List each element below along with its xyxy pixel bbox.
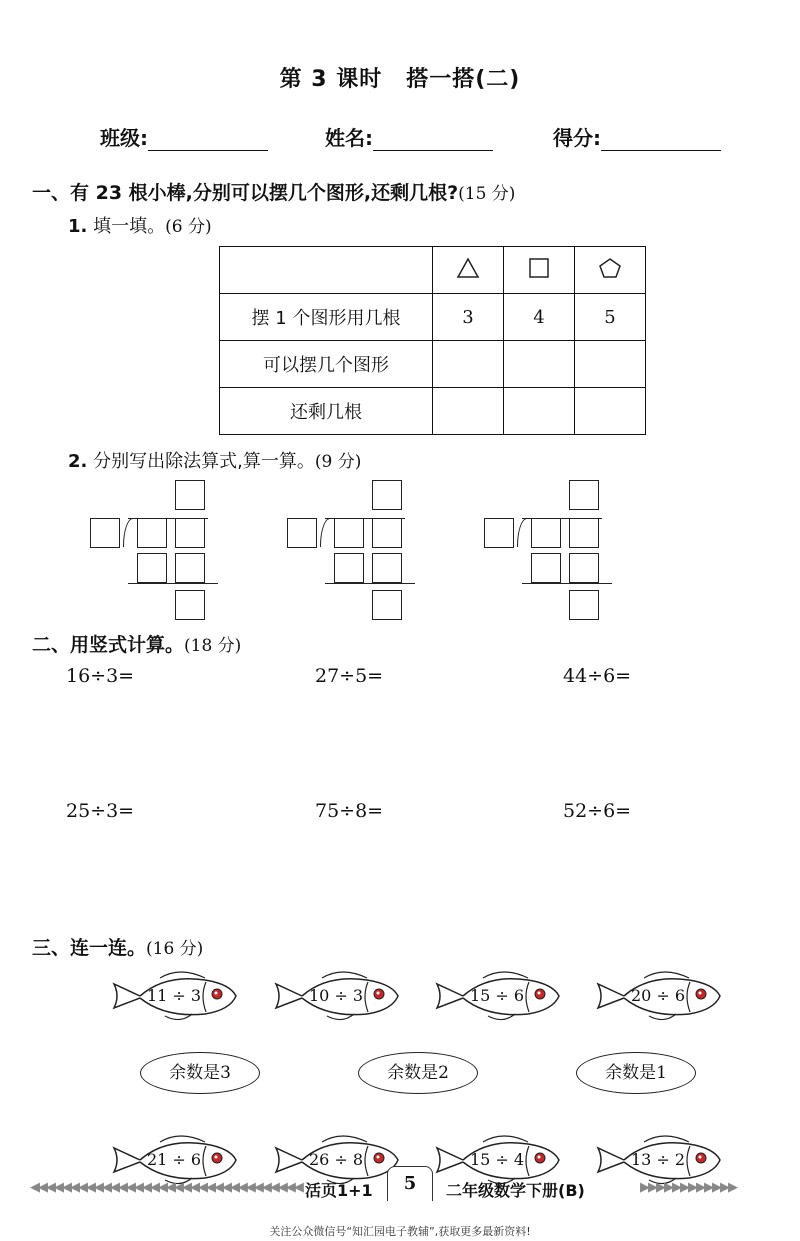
footer-note: 关注公众微信号“知汇园电子教辅”,获取更多最新资料!: [269, 1225, 531, 1238]
division-problem: 16÷3=: [66, 665, 135, 687]
product-box[interactable]: [137, 553, 167, 583]
section2-heading: 二、用竖式计算。(18 分): [32, 634, 242, 656]
row-label-remainder: 还剩几根: [220, 388, 433, 435]
fish-card[interactable]: [110, 966, 240, 1026]
fish-card[interactable]: [272, 966, 402, 1026]
division-problem: 44÷6=: [563, 665, 632, 687]
fish-card[interactable]: [594, 966, 724, 1026]
product-box[interactable]: [531, 553, 561, 583]
answer-cell[interactable]: [504, 341, 575, 388]
fish-expression: 13 ÷ 2: [630, 1150, 686, 1169]
fish-expression: 15 ÷ 6: [469, 986, 525, 1005]
product-box[interactable]: [334, 553, 364, 583]
subtract-line: [325, 583, 415, 584]
dividend-box[interactable]: [175, 518, 205, 548]
quotient-box[interactable]: [372, 480, 402, 510]
remainder-box[interactable]: [569, 590, 599, 620]
lesson-title: 搭一搭(二): [406, 67, 521, 92]
page-title: [0, 62, 800, 93]
lesson-number: 第 3 课时: [279, 67, 383, 92]
sticks-square: 4: [504, 294, 575, 341]
division-problem: 75÷8=: [315, 800, 384, 822]
remainder-oval[interactable]: 余数是1: [576, 1052, 696, 1094]
division-problem: 52÷6=: [563, 800, 632, 822]
section3-heading: 三、连一连。(16 分): [32, 937, 204, 959]
answer-cell[interactable]: [504, 388, 575, 435]
divisor-box[interactable]: [484, 518, 514, 548]
footer-book: 二年级数学下册(B): [446, 1181, 585, 1200]
table-corner: [220, 247, 433, 294]
sticks-pentagon: 5: [575, 294, 646, 341]
pentagon-icon: [575, 247, 646, 294]
footer-series: 活页1+1: [305, 1181, 373, 1200]
answer-cell[interactable]: [433, 341, 504, 388]
division-problem: 27÷5=: [315, 665, 384, 687]
division-problem: 25÷3=: [66, 800, 135, 822]
fish-expression: 21 ÷ 6: [146, 1150, 202, 1169]
product-box[interactable]: [175, 553, 205, 583]
score-field[interactable]: 得分:: [553, 122, 721, 151]
page-number: 5: [387, 1166, 433, 1201]
remainder-box[interactable]: [175, 590, 205, 620]
fish-expression: 15 ÷ 4: [469, 1150, 525, 1169]
dividend-box[interactable]: [372, 518, 402, 548]
q1-heading: 1. 填一填。(6 分): [68, 216, 212, 237]
dividend-box[interactable]: [569, 518, 599, 548]
product-box[interactable]: [372, 553, 402, 583]
row-label-sticks: 摆 1 个图形用几根: [220, 294, 433, 341]
division-bracket: [123, 518, 134, 547]
dividend-box[interactable]: [137, 518, 167, 548]
dividend-box[interactable]: [531, 518, 561, 548]
division-bracket: [517, 518, 528, 547]
shape-table: [219, 246, 646, 435]
fish-expression: 20 ÷ 6: [630, 986, 686, 1005]
fish-expression: 11 ÷ 3: [146, 986, 202, 1005]
row-label-count: 可以摆几个图形: [220, 341, 433, 388]
quotient-box[interactable]: [569, 480, 599, 510]
square-icon: [504, 247, 575, 294]
left-chevron-decoration: ◀◀◀◀◀◀◀◀◀◀◀◀◀◀◀◀◀◀◀◀◀◀◀◀◀◀◀◀◀◀◀◀◀◀: [30, 1180, 302, 1195]
remainder-box[interactable]: [372, 590, 402, 620]
fish-expression: 26 ÷ 8: [308, 1150, 364, 1169]
name-field[interactable]: 姓名:: [325, 122, 493, 151]
division-template-3: [484, 480, 614, 622]
product-box[interactable]: [569, 553, 599, 583]
quotient-box[interactable]: [175, 480, 205, 510]
triangle-icon: [433, 247, 504, 294]
remainder-oval[interactable]: 余数是2: [358, 1052, 478, 1094]
class-field[interactable]: 班级:: [100, 122, 268, 151]
q2-heading: 2. 分别写出除法算式,算一算。(9 分): [68, 451, 362, 472]
fish-expression: 10 ÷ 3: [308, 986, 364, 1005]
dividend-box[interactable]: [334, 518, 364, 548]
section1-heading: 一、有 23 根小棒,分别可以摆几个图形,还剩几根?(15 分): [32, 182, 516, 204]
fish-card[interactable]: [433, 966, 563, 1026]
division-template-2: [287, 480, 417, 622]
answer-cell[interactable]: [575, 341, 646, 388]
divisor-box[interactable]: [287, 518, 317, 548]
remainder-oval[interactable]: 余数是3: [140, 1052, 260, 1094]
subtract-line: [128, 583, 218, 584]
subtract-line: [522, 583, 612, 584]
sticks-triangle: 3: [433, 294, 504, 341]
answer-cell[interactable]: [575, 388, 646, 435]
right-chevron-decoration: ▶▶▶▶▶▶▶▶▶▶▶▶: [640, 1180, 736, 1195]
answer-cell[interactable]: [433, 388, 504, 435]
division-bracket: [320, 518, 331, 547]
division-template-1: [90, 480, 220, 622]
divisor-box[interactable]: [90, 518, 120, 548]
